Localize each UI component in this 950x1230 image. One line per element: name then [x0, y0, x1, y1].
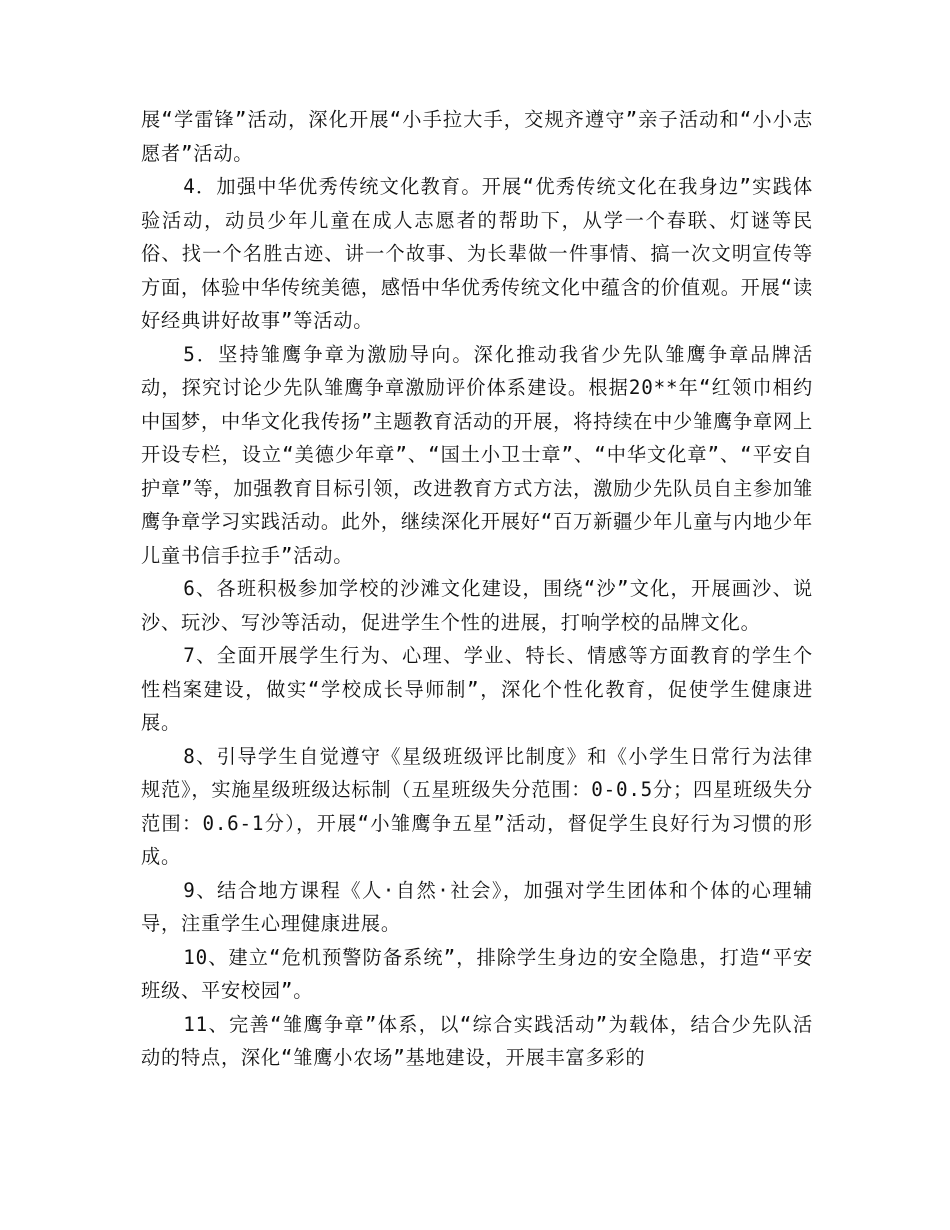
paragraph-3: 5．坚持雏鹰争章为激励导向。深化推动我省少先队雏鹰争章品牌活动，探究讨论少先队雏鹰争章激励评价体系建设。根据20**年“红领巾相约中国梦，中华文化我传扬”主题教育活动的开展，将持续在中少雏鹰争章网上开设专栏，设立“美德少年章”、“国土小卫士章”、“中华文化章”、“平安自护章”等，加强教育目标引领，改进教育方式方法，激励少先队员自主参加雏鹰争章学习实践活动。此外，继续深化开展好“百万新疆少年儿童与内地少年儿童书信手拉手”活动。 — [141, 342, 813, 567]
paragraph-9: 11、完善“雏鹰争章”体系，以“综合实践活动”为载体，结合少先队活动的特点，深化“雏鹰小农场”基地建设，开展丰富多彩的 — [141, 1012, 813, 1069]
paragraph-7: 9、结合地方课程《人·自然·社会》，加强对学生团体和个体的心理辅导，注重学生心理健康进展。 — [141, 878, 813, 935]
document-page — [141, 103, 813, 1075]
paragraph-4: 6、各班积极参加学校的沙滩文化建设，围绕“沙”文化，开展画沙、说沙、玩沙、写沙等活动，促进学生个性的进展，打响学校的品牌文化。 — [141, 577, 813, 634]
paragraph-2: 4．加强中华优秀传统文化教育。开展“优秀传统文化在我身边”实践体验活动，动员少年儿童在成人志愿者的帮助下，从学一个春联、灯谜等民俗、找一个名胜古迹、讲一个故事、为长辈做一件事情、搞一次文明宣传等方面，体验中华传统美德，感悟中华优秀传统文化中蕴含的价值观。开展“读好经典讲好故事”等活动。 — [141, 175, 813, 332]
paragraph-1: 展“学雷锋”活动，深化开展“小手拉大手，交规齐遵守”亲子活动和“小小志愿者”活动。 — [141, 108, 813, 165]
paragraph-5: 7、全面开展学生行为、心理、学业、特长、情感等方面教育的学生个性档案建设，做实“学校成长导师制”，深化个性化教育，促使学生健康进展。 — [141, 644, 813, 734]
paragraph-8: 10、建立“危机预警防备系统”，排除学生身边的安全隐患，打造“平安班级、平安校园”。 — [141, 945, 813, 1002]
paragraph-6: 8、引导学生自觉遵守《星级班级评比制度》和《小学生日常行为法律规范》，实施星级班级达标制（五星班级失分范围：0-0.5分；四星班级失分范围：0.6-1分），开展“小雏鹰争五星”活动，督促学生良好行为习惯的形成。 — [141, 744, 813, 868]
